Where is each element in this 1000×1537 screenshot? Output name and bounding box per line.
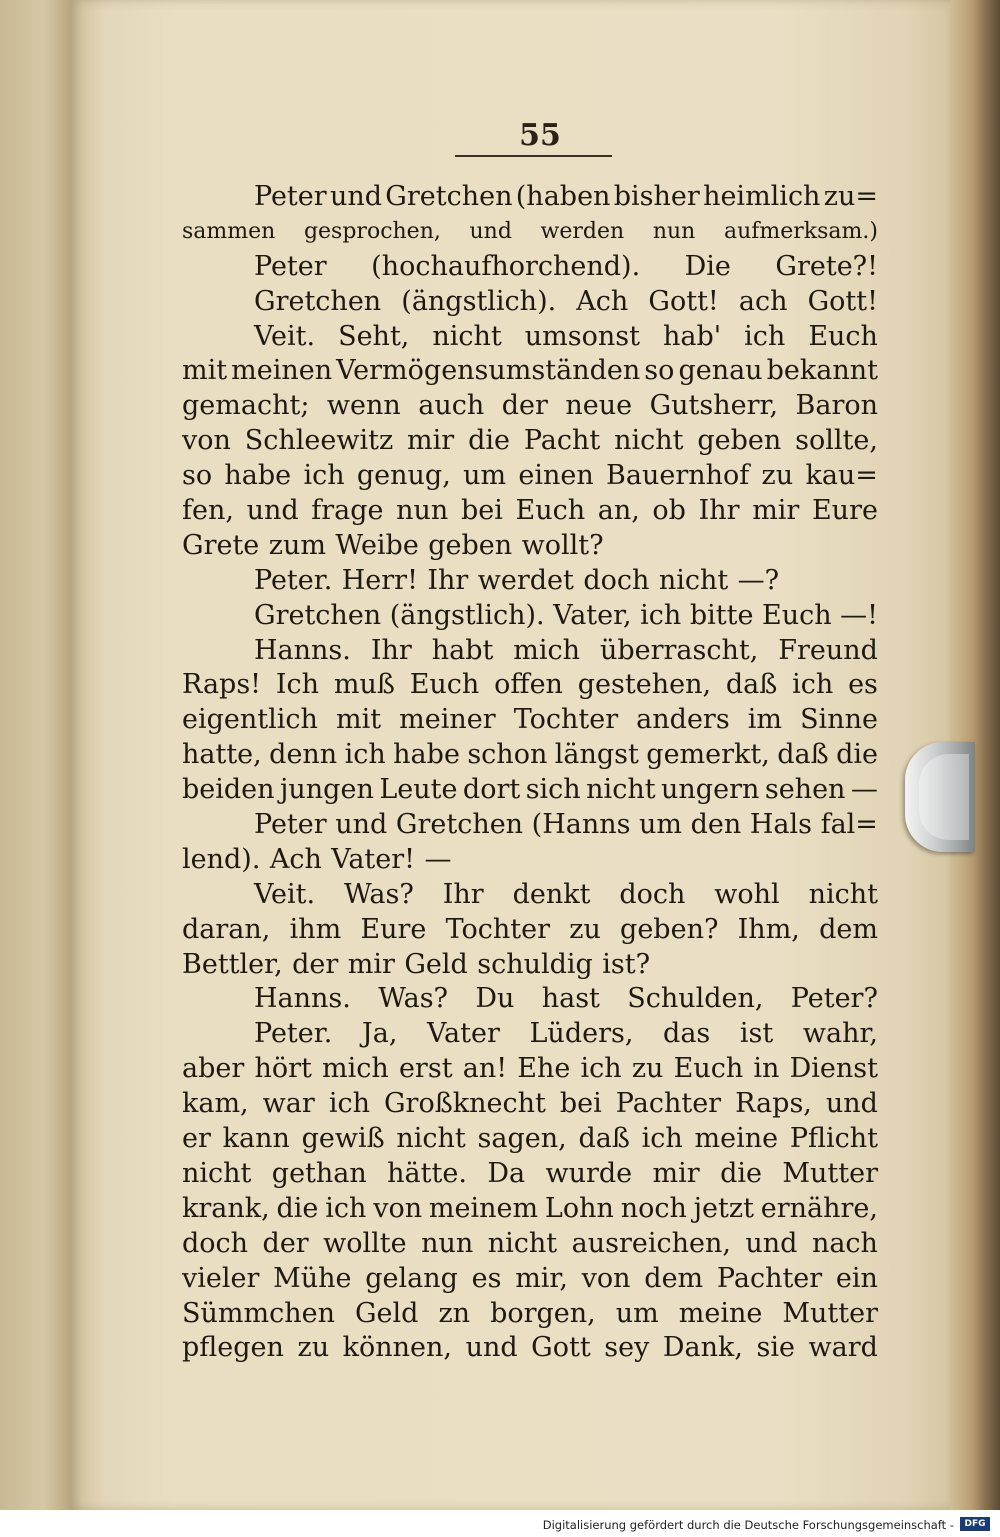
text-line: Veit. Was? Ihr denkt doch wohl nicht — [254, 878, 878, 910]
text-line: fen, und frage nun bei Euch an, ob Ihr mir Eure — [182, 495, 878, 527]
text-line: Peter (hochaufhorchend). Die Grete?! — [254, 250, 878, 282]
text-line: mit meinen Vermögensumständen so genau bekannt — [182, 355, 878, 387]
text-line: krank, die ich von meinem Lohn noch jetzt ernähre, — [182, 1192, 878, 1224]
header-rule — [455, 155, 612, 157]
text-line: eigentlich mit meiner Tochter anders im Sinne — [182, 704, 878, 736]
dfg-logo: DFG — [960, 1517, 990, 1531]
text-line: beiden jungen Leute dort sich nicht ungern sehen — — [182, 774, 878, 806]
text-line: aber hört mich erst an! Ehe ich zu Euch in Dienst — [182, 1053, 878, 1085]
text-line: Peter und Gretchen (haben bisher heimlich zu= — [254, 181, 878, 212]
text-line: Grete zum Weibe geben wollt? — [182, 529, 604, 561]
text-line: sammen gesprochen, und werden nun aufmerksam.) — [182, 218, 878, 244]
text-line: gemacht; wenn auch der neue Gutsherr, Baron — [182, 390, 878, 422]
text-line: Veit. Seht, nicht umsonst hab' ich Euch — [254, 320, 878, 352]
text-line: von Schleewitz mir die Pacht nicht geben sollte, — [182, 425, 878, 457]
footer-credit: Digitalisierung gefördert durch die Deutsche Forschungsgemeinschaft - — [542, 1518, 954, 1532]
facing-page-edge — [0, 0, 72, 1510]
page-number: 55 — [519, 118, 561, 153]
text-line: Raps! Ich muß Euch offen gestehen, daß ich es — [182, 669, 878, 701]
text-line: hatte, denn ich habe schon längst gemerkt, daß die — [182, 739, 878, 771]
text-line: Peter. Herr! Ihr werdet doch nicht —? — [254, 564, 780, 596]
text-line: pflegen zu können, und Gott sey Dank, sie ward — [182, 1332, 878, 1364]
text-line: vieler Mühe gelang es mir, von dem Pachter ein — [182, 1262, 878, 1294]
text-line: Bettler, der mir Geld schuldig ist? — [182, 948, 651, 980]
text-line: Peter und Gretchen (Hanns um den Hals fal= — [254, 809, 878, 841]
text-line: Hanns. Was? Du hast Schulden, Peter? — [254, 983, 878, 1015]
text-line: er kann gewiß nicht sagen, daß ich meine Pflicht — [182, 1123, 878, 1155]
text-line: Hanns. Ihr habt mich überrascht, Freund — [254, 634, 878, 666]
text-line: so habe ich genug, um einen Bauernhof zu kau= — [182, 460, 878, 492]
text-line: lend). Ach Vater! — — [182, 843, 452, 875]
page-text — [182, 180, 878, 1366]
text-line: daran, ihm Eure Tochter zu geben? Ihm, dem — [182, 913, 878, 945]
page-clip — [905, 742, 975, 852]
text-line: Peter. Ja, Vater Lüders, das ist wahr, — [254, 1018, 878, 1050]
text-line: Gretchen (ängstlich). Vater, ich bitte Euch —! — [254, 599, 878, 631]
digitization-footer — [0, 1510, 1000, 1537]
text-line: nicht gethan hätte. Da wurde mir die Mutter — [182, 1157, 878, 1189]
text-line: Gretchen (ängstlich). Ach Gott! ach Gott! — [254, 285, 878, 317]
text-line: kam, war ich Großknecht bei Pachter Raps, und — [182, 1088, 878, 1120]
text-line: Sümmchen Geld zn borgen, um meine Mutter — [182, 1297, 878, 1329]
text-line: doch der wollte nun nicht ausreichen, und nach — [182, 1227, 878, 1259]
